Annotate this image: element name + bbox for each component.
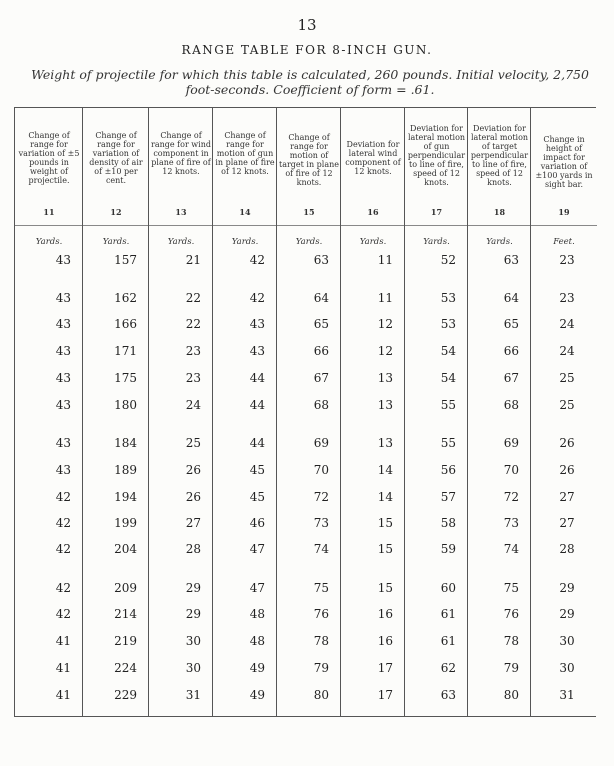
unit-label: Yards. — [167, 237, 195, 247]
table-cell: 64 — [313, 291, 329, 305]
table-cell: 43 — [55, 344, 71, 358]
table-cell: 14 — [377, 463, 393, 477]
table-cell: 56 — [440, 463, 456, 477]
table-cell: 43 — [249, 344, 265, 358]
table-cell: 53 — [440, 291, 456, 305]
table-cell: 67 — [313, 371, 329, 385]
table-cell: 70 — [313, 463, 329, 477]
table-cell: 189 — [114, 463, 137, 477]
table-cell: 42 — [249, 291, 265, 305]
header-rule — [531, 225, 597, 226]
table-cell: 23 — [185, 371, 201, 385]
table-cell: 41 — [55, 661, 71, 675]
table-cell: 45 — [249, 463, 265, 477]
table-cell: 11 — [377, 253, 393, 267]
table-cell: 44 — [249, 436, 265, 450]
table-cell: 80 — [503, 688, 519, 702]
table-cell: 76 — [313, 607, 329, 621]
table-cell: 13 — [377, 436, 393, 450]
table-cell: 41 — [55, 634, 71, 648]
table-cell: 54 — [440, 344, 456, 358]
table-cell: 14 — [377, 490, 393, 504]
table-subtitle: Weight of projectile for which this table is calculated, 260 pounds. Initial velocity, 2,750 foot-seconds. Coefficient of form = .61. — [31, 67, 589, 97]
table-cell: 75 — [313, 581, 329, 595]
table-cell: 66 — [313, 344, 329, 358]
table-cell: 63 — [440, 688, 456, 702]
table-cell: 29 — [185, 607, 201, 621]
unit-label: Yards. — [102, 237, 130, 247]
table-cell: 17 — [377, 688, 393, 702]
unit-label: Yards. — [295, 237, 323, 247]
table-cell: 47 — [249, 542, 265, 556]
table-cell: 23 — [185, 344, 201, 358]
header-rule — [341, 225, 405, 226]
table-cell: 74 — [313, 542, 329, 556]
column-number: 17 — [430, 207, 443, 217]
table-cell: 209 — [114, 581, 137, 595]
table-cell: 26 — [559, 436, 575, 450]
table-cell: 24 — [559, 344, 575, 358]
table-cell: 43 — [55, 291, 71, 305]
column-number: 12 — [110, 207, 122, 217]
table-cell: 78 — [503, 634, 519, 648]
column-number: 13 — [175, 207, 187, 217]
table-cell: 68 — [313, 398, 329, 412]
table-cell: 16 — [377, 634, 393, 648]
table-cell: 42 — [249, 253, 265, 267]
unit-label: Yards. — [486, 237, 513, 247]
table-cell: 25 — [559, 398, 575, 412]
table-cell: 22 — [185, 317, 201, 331]
table-cell: 74 — [503, 542, 519, 556]
table-cell: 69 — [503, 436, 519, 450]
column-header: Change of range for motion of target in plane of fire of 12 knots. — [279, 133, 340, 187]
table-cell: 66 — [503, 344, 519, 358]
table-cell: 79 — [313, 661, 329, 675]
table-cell: 48 — [249, 634, 265, 648]
table-cell: 157 — [114, 253, 137, 267]
table-cell: 49 — [249, 688, 265, 702]
table-cell: 70 — [503, 463, 519, 477]
table-cell: 21 — [185, 253, 201, 267]
header-rule — [83, 225, 149, 226]
table-cell: 42 — [55, 607, 71, 621]
table-cell: 29 — [559, 581, 575, 595]
table-cell: 55 — [440, 436, 456, 450]
table-cell: 43 — [55, 317, 71, 331]
table-cell: 55 — [440, 398, 456, 412]
table-cell: 30 — [185, 661, 201, 675]
table-cell: 59 — [440, 542, 456, 556]
table-cell: 42 — [55, 490, 71, 504]
table-cell: 12 — [377, 344, 393, 358]
table-cell: 58 — [440, 516, 456, 530]
table-cell: 29 — [185, 581, 201, 595]
table-cell: 54 — [440, 371, 456, 385]
column-header: Change of range for variation of ±5 pounds in weight of projectile. — [18, 131, 80, 185]
column-header: Deviation for lateral motion of gun perpendicular to line of fire, speed of 12 knots. — [407, 124, 466, 187]
table-cell: 23 — [559, 253, 575, 267]
table-cell: 43 — [55, 253, 71, 267]
table-cell: 75 — [503, 581, 519, 595]
table-cell: 17 — [377, 661, 393, 675]
column-16 — [340, 108, 405, 716]
table-cell: 24 — [559, 317, 575, 331]
column-11 — [14, 108, 83, 716]
column-number: 11 — [43, 207, 55, 217]
column-13 — [148, 108, 213, 716]
table-cell: 44 — [249, 398, 265, 412]
column-number: 18 — [493, 207, 506, 217]
table-cell: 219 — [114, 634, 137, 648]
table-cell: 42 — [55, 516, 71, 530]
table-cell: 48 — [249, 607, 265, 621]
header-rule — [15, 225, 83, 226]
table-cell: 26 — [185, 490, 201, 504]
table-cell: 30 — [185, 634, 201, 648]
column-12 — [82, 108, 149, 716]
table-cell: 68 — [503, 398, 519, 412]
table-cell: 47 — [249, 581, 265, 595]
table-title: RANGE TABLE FOR 8-INCH GUN. — [181, 43, 433, 57]
table-cell: 67 — [503, 371, 519, 385]
header-rule — [468, 225, 531, 226]
table-cell: 30 — [559, 661, 575, 675]
unit-label: Yards. — [359, 237, 387, 247]
table-cell: 72 — [313, 490, 329, 504]
header-rule — [149, 225, 213, 226]
unit-label: Yards. — [231, 237, 259, 247]
range-table — [14, 107, 596, 717]
table-cell: 42 — [55, 581, 71, 595]
header-rule — [405, 225, 468, 226]
table-cell: 31 — [559, 688, 575, 702]
column-header: Change of range for motion of gun in plane of fire of 12 knots. — [215, 131, 275, 176]
table-cell: 42 — [55, 542, 71, 556]
column-number: 15 — [303, 207, 315, 217]
table-cell: 46 — [249, 516, 265, 530]
column-header: Deviation for lateral wind component of 12 knots. — [345, 140, 401, 176]
table-cell: 15 — [377, 516, 393, 530]
table-cell: 79 — [503, 661, 519, 675]
table-cell: 65 — [503, 317, 519, 331]
table-cell: 28 — [185, 542, 201, 556]
table-cell: 12 — [377, 317, 393, 331]
table-cell: 13 — [377, 371, 393, 385]
column-number: 19 — [558, 207, 570, 217]
column-17 — [404, 108, 468, 716]
table-cell: 49 — [249, 661, 265, 675]
table-cell: 25 — [559, 371, 575, 385]
column-header: Deviation for lateral motion of target perpendicular to line of fire, speed of 12 knots. — [470, 124, 529, 187]
table-cell: 184 — [114, 436, 137, 450]
column-19 — [530, 108, 597, 716]
table-cell: 11 — [377, 291, 393, 305]
table-cell: 27 — [559, 490, 575, 504]
table-cell: 26 — [559, 463, 575, 477]
table-cell: 61 — [440, 607, 456, 621]
table-cell: 65 — [313, 317, 329, 331]
table-cell: 45 — [249, 490, 265, 504]
table-cell: 73 — [313, 516, 329, 530]
table-cell: 78 — [313, 634, 329, 648]
table-cell: 31 — [185, 688, 201, 702]
table-cell: 44 — [249, 371, 265, 385]
table-cell: 43 — [55, 436, 71, 450]
table-cell: 60 — [440, 581, 456, 595]
table-cell: 180 — [114, 398, 137, 412]
table-cell: 16 — [377, 607, 393, 621]
table-cell: 29 — [559, 607, 575, 621]
table-cell: 69 — [313, 436, 329, 450]
table-cell: 27 — [559, 516, 575, 530]
column-header: Change of range for wind component in plane of fire of 12 knots. — [151, 131, 211, 176]
unit-label: Yards. — [35, 237, 63, 247]
unit-label: Yards. — [423, 237, 450, 247]
table-cell: 27 — [185, 516, 201, 530]
table-cell: 15 — [377, 542, 393, 556]
table-cell: 43 — [55, 463, 71, 477]
column-18 — [467, 108, 531, 716]
table-cell: 23 — [559, 291, 575, 305]
table-cell: 41 — [55, 688, 71, 702]
column-number: 16 — [367, 207, 379, 217]
table-cell: 62 — [440, 661, 456, 675]
table-cell: 57 — [440, 490, 456, 504]
table-cell: 63 — [313, 253, 329, 267]
table-cell: 43 — [55, 398, 71, 412]
table-cell: 229 — [114, 688, 137, 702]
table-cell: 76 — [503, 607, 519, 621]
table-cell: 61 — [440, 634, 456, 648]
table-cell: 80 — [313, 688, 329, 702]
table-cell: 30 — [559, 634, 575, 648]
unit-label: Feet. — [553, 237, 575, 247]
header-rule — [277, 225, 341, 226]
column-header: Change in height of impact for variation of ±100 yards in sight bar. — [535, 135, 593, 189]
column-15 — [276, 108, 341, 716]
page-number: 13 — [297, 16, 317, 34]
table-cell: 15 — [377, 581, 393, 595]
table-cell: 171 — [114, 344, 137, 358]
table-cell: 22 — [185, 291, 201, 305]
column-number: 14 — [239, 207, 251, 217]
table-cell: 52 — [440, 253, 456, 267]
table-cell: 24 — [185, 398, 201, 412]
table-cell: 175 — [114, 371, 137, 385]
table-cell: 224 — [114, 661, 137, 675]
table-cell: 63 — [503, 253, 519, 267]
table-cell: 13 — [377, 398, 393, 412]
table-cell: 204 — [114, 542, 137, 556]
table-cell: 194 — [114, 490, 137, 504]
table-cell: 199 — [114, 516, 137, 530]
column-header: Change of range for variation of density of air of ±10 per cent. — [89, 131, 143, 185]
table-cell: 214 — [114, 607, 137, 621]
table-cell: 73 — [503, 516, 519, 530]
table-cell: 43 — [55, 371, 71, 385]
column-14 — [212, 108, 277, 716]
table-cell: 28 — [559, 542, 575, 556]
table-cell: 72 — [503, 490, 519, 504]
table-cell: 53 — [440, 317, 456, 331]
header-rule — [213, 225, 277, 226]
table-cell: 26 — [185, 463, 201, 477]
table-cell: 43 — [249, 317, 265, 331]
table-cell: 166 — [114, 317, 137, 331]
table-cell: 162 — [114, 291, 137, 305]
table-cell: 64 — [503, 291, 519, 305]
table-cell: 25 — [185, 436, 201, 450]
